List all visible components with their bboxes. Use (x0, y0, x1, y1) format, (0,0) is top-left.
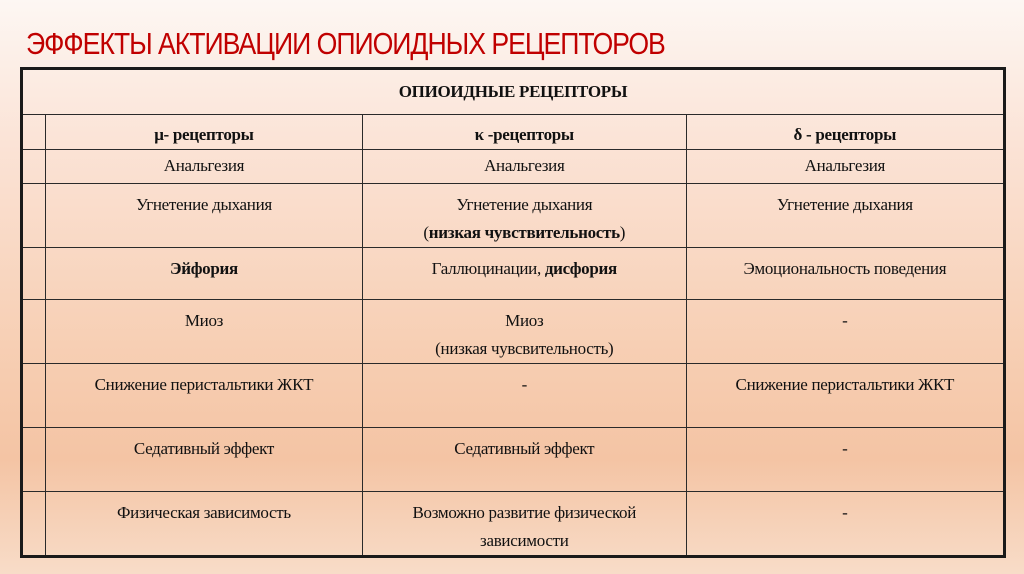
cell-text: - (842, 439, 848, 458)
column-header-mu: μ- рецепторы (46, 115, 363, 150)
cell-text: Угнетение дыхания (776, 195, 913, 214)
cell-mu (46, 248, 363, 300)
cell-line (691, 307, 999, 335)
cell-kappa (362, 428, 686, 492)
cell-delta (686, 492, 1004, 557)
cell-text: дисфория (544, 259, 617, 278)
cell-delta (686, 300, 1004, 364)
cell-line (691, 371, 999, 399)
table-header: ОПИОИДНЫЕ РЕЦЕПТОРЫ (22, 69, 1005, 115)
cell-delta (686, 364, 1004, 428)
cell-mu (46, 492, 363, 557)
column-header-delta: δ - рецепторы (686, 115, 1004, 150)
table-header-row (22, 69, 1005, 115)
cell-text: Возможно развитие физической (412, 503, 637, 522)
cell-kappa (362, 364, 686, 428)
cell-delta (686, 184, 1004, 248)
index-cell (22, 300, 46, 364)
cell-text: ( (423, 223, 429, 242)
cell-text: Седативный эффект (133, 439, 274, 458)
table-row (22, 492, 1005, 557)
cell-mu (46, 150, 363, 184)
cell-text: - (521, 375, 527, 394)
cell-kappa (362, 300, 686, 364)
cell-mu (46, 184, 363, 248)
cell-line (50, 152, 358, 180)
cell-line (691, 152, 999, 180)
cell-line (691, 435, 999, 463)
index-cell (22, 184, 46, 248)
cell-line (367, 219, 682, 247)
cell-kappa (362, 492, 686, 557)
table-row (22, 150, 1005, 184)
slide-title: ЭФФЕКТЫ АКТИВАЦИИ ОПИОИДНЫХ РЕЦЕПТОРОВ (26, 26, 665, 61)
cell-text: - (842, 503, 848, 522)
cell-line (50, 307, 358, 335)
cell-line (50, 371, 358, 399)
cell-line (367, 307, 682, 335)
cell-mu (46, 300, 363, 364)
cell-line (367, 191, 682, 219)
cell-text: Седативный эффект (454, 439, 595, 458)
column-header-kappa: κ -рецепторы (362, 115, 686, 150)
index-cell (22, 115, 46, 150)
receptor-effects-table (20, 67, 1006, 558)
cell-text: Миоз (184, 311, 224, 330)
cell-mu (46, 364, 363, 428)
cell-line (50, 191, 358, 219)
cell-text: Миоз (505, 311, 544, 330)
table-row (22, 300, 1005, 364)
cell-line (367, 335, 682, 363)
cell-line (691, 255, 999, 283)
table-row (22, 248, 1005, 300)
cell-kappa (362, 150, 686, 184)
cell-line (367, 499, 682, 527)
index-cell (22, 492, 46, 557)
cell-text: Анальгезия (804, 156, 886, 175)
cell-text: зависимости (480, 531, 569, 550)
cell-text: (низкая чувсвительность) (435, 339, 614, 358)
cell-text: Галлюцинации, (431, 259, 545, 278)
cell-kappa (362, 184, 686, 248)
cell-kappa (362, 248, 686, 300)
cell-text: Эйфория (169, 259, 238, 278)
cell-line (50, 435, 358, 463)
cell-line (367, 152, 682, 180)
cell-text: Снижение перистальтики ЖКТ (735, 375, 955, 394)
column-header-row (22, 115, 1005, 150)
index-cell (22, 150, 46, 184)
table-row (22, 364, 1005, 428)
cell-line (367, 255, 682, 283)
index-cell (22, 428, 46, 492)
cell-line (691, 499, 999, 527)
cell-text: Угнетение дыхания (456, 195, 593, 214)
cell-line (691, 191, 999, 219)
index-cell (22, 364, 46, 428)
cell-text: Анальгезия (163, 156, 245, 175)
cell-mu (46, 428, 363, 492)
cell-line (367, 435, 682, 463)
table-row (22, 428, 1005, 492)
cell-text: - (842, 311, 848, 330)
cell-line (367, 371, 682, 399)
table-row (22, 184, 1005, 248)
cell-text: Физическая зависимость (117, 503, 291, 522)
cell-text: Снижение перистальтики ЖКТ (94, 375, 314, 394)
index-cell (22, 248, 46, 300)
cell-delta (686, 150, 1004, 184)
cell-text: низкая чувствительность (428, 223, 620, 242)
cell-text: Анальгезия (484, 156, 565, 175)
cell-line (367, 527, 682, 555)
cell-line (50, 255, 358, 283)
cell-text: Угнетение дыхания (135, 195, 272, 214)
cell-delta (686, 428, 1004, 492)
cell-text: ) (619, 223, 626, 242)
cell-line (50, 499, 358, 527)
cell-text: Эмоциональность поведения (743, 259, 947, 278)
cell-delta (686, 248, 1004, 300)
